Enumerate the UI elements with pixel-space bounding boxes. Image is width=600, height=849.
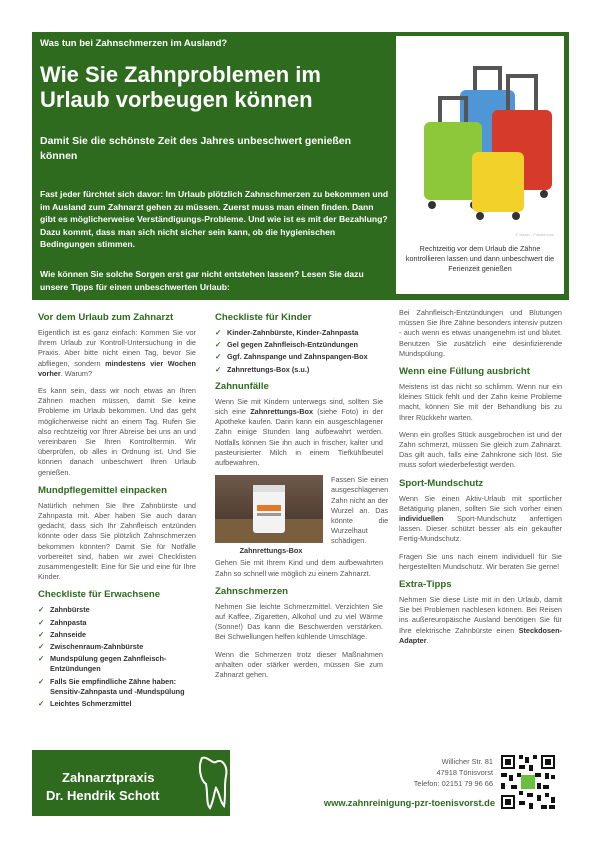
qr-code-icon[interactable] [499,753,557,811]
paragraph-zahn-arzt: Gehen Sie mit Ihrem Kind und dem aufbewahrten Zahn so schnell wie möglich zu einem Zahnarzt. [215,558,383,578]
column-2 [215,308,389,687]
paragraph-zahnfleisch: Bei Zahnfleisch-Entzündungen und Blutungen müssen Sie Ihre Zähne besonders intensiv putzen - auch wenn es etwas unangenehm ist und blutet. Benutzen Sie zusätzlich eine desinfizierende Mundspülung. [399,308,562,358]
page-title: Wie Sie Zahnproblemen im Urlaub vorbeugen können [40,62,321,112]
subtitle: Damit Sie die schönste Zeit des Jahres unbeschwert genießen können [40,135,352,162]
checklist-item: ✓ Falls Sie empfindliche Zähne haben: Sensitiv-Zahnpasta und -Mundspülung [38,676,185,696]
address-city: 47918 Tönisvorst [436,768,493,777]
paragraph-fuellung-2: Wenn ein großes Stück ausgebrochen ist und der Zahn schmerzt, müssen Sie gleich zum Zahnarzt. Das gilt auch, falls eine Zahnkrone sich löst. Sie muss sofort wiederbefestigt werden. [399,429,562,470]
checklist-item: ✓ Zwischenraum-Zahnbürste [38,642,144,652]
heading-zahnschmerzen: Zahnschmerzen [215,585,289,597]
heading-zahnunfaelle: Zahnunfälle [215,380,269,392]
paragraph-sport-2: Fragen Sie uns nach einem individuell für Sie hergestellten Mundschutz. Wir beraten Sie gerne! [399,551,562,571]
heading-extra-tipps: Extra-Tipps [399,579,452,591]
check-icon: ✓ [38,676,45,686]
paragraph-vor-1: Eigentlich ist es ganz einfach: Kommen Sie vor Ihrem Urlaub zur Kontroll-Untersuchung in die Praxis. Aber bitte nicht einen Tag, bevor Sie abfliegen, sondern mindestens vier Wochen vorher. Warum? [38,328,196,378]
checklist-item: ✓ Zahnrettungs-Box (s.u.) [215,364,310,374]
checklist-item: ✓ Zahnseide [38,629,87,639]
checklist-item: ✓ Kinder-Zahnbürste, Kinder-Zahnpasta [215,328,359,337]
intro-text: Fast jeder fürchtet sich davor: Im Urlaub plötzlich Zahnschmerzen zu bekommen und im Ausland zum Zahnarzt gehen zu müssen. Zuerst muss man einen finden. Dann gibt es möglicherweise Verständigungs-Probleme. Und wie ist es mit der Bezahlung? Dazu kommt, dass man sich nicht sicher sein kann, ob die hygienischen Bedingungen stimmen. [40,189,389,249]
checklist-kinder [215,328,383,375]
checklist-erwachsene [38,605,196,709]
check-icon: ✓ [38,629,45,639]
check-icon: ✓ [215,352,222,362]
zahnrettungsbox-caption: Zahnrettungs-Box [239,546,303,556]
check-icon: ✓ [38,642,45,652]
box-illustration [215,475,323,543]
checklist-item: ✓ Ggf. Zahnspange und Zahnspangen-Box [215,352,368,362]
paragraph-sport-1: Wenn Sie einen Aktiv-Urlaub mit sportlicher Betätigung planen, sollten Sie sich vorher einen individuellen Sport-Mundschutz anfertigen lassen. Dieser schützt besser als ein gekaufter Fertig-Mundschutz. [399,493,562,544]
check-icon: ✓ [38,617,45,627]
check-icon: ✓ [215,340,222,350]
checklist-item: ✓ Gel gegen Zahnfleisch-Entzündungen [215,340,358,350]
paragraph-mundpflege: Natürlich nehmen Sie Ihre Zahnbürste und Zahnpasta mit. Aber haben Sie auch daran gedacht, dass sich Ihr Zahnfleisch entzünden könnte oder dass Sie plötzlich Zahnschmerzen bekommen könnten? Damit Sie für Notfälle vorbereitet sind, haben wir zwei Checklisten zusammengestellt: Eine für Sie und eine für Ihre Kinder. [38,500,196,582]
heading-mundpflege: Mundpflegemittel einpacken [38,484,168,496]
paragraph-zahnunfaelle: Wenn Sie mit Kindern unterwegs sind, sollten Sie sich eine Zahnrettungs-Box (siehe Foto) in der Apotheke kaufen. Darin kann ein ausgeschlagener Zahn einige Stunden lang aufbewahrt werden. Notfalls können Sie ihn auch in frischer, kalter und pasteurisierter Milch in einem Tiefkühlbeutel aufbewahren. [215,396,383,468]
kicker: Was tun bei Zahnschmerzen im Ausland? [40,38,228,49]
website-link[interactable]: www.zahnreinigung-pzr-toenisvorst.de [323,798,495,808]
paragraph-zahnschmerzen-1: Nehmen Sie leichte Schmerzmittel. Verzichten Sie auf Kaffee, Zigaretten, Alkohol und zu viel Wärme (Sonne!) Das kann die Beschwerden verstärken. Bei Schwellungen helfen kühlende Umschläge. [215,601,383,642]
logo-line-2: Dr. Hendrik Schott [46,788,160,803]
suitcases-image [400,40,560,230]
column-3 [399,308,562,653]
photo-credit: © dizain - Fotolia.com [515,232,554,237]
checklist-item: ✓ Leichtes Schmerzmittel [38,699,132,709]
check-icon: ✓ [215,328,222,337]
check-icon: ✓ [38,699,45,709]
paragraph-vor-2: Es kann sein, dass wir noch etwas an Ihren Zähnen machen müssen, damit Sie keine Probleme im Urlaub bekommen. Und das geht möglicherweise nicht an einem Tag. Rufen Sie also rechtzeitig vor Ihrer Abreise bei uns an und vereinbaren Sie Ihren Kontrolltermin. Wir überprüfen, ob alles in Ordnung ist. Und Sie können danach unbeschwert Ihren Urlaub genießen. [38,386,196,477]
column-1 [38,308,196,715]
zahnrettungsbox-figure [215,475,327,556]
zahnrettungsbox-image [215,475,323,543]
logo-line-1: Zahnarztpraxis [62,770,155,785]
checklist-item: ✓ Mundspülung gegen Zahnfleisch-Entzündungen [38,654,167,674]
paragraph-extra: Nehmen Sie diese Liste mit in den Urlaub, damit Sie bei Problemen nachlesen können. Bei Reisen ins außereuropäische Ausland benötigen Sie für Ihre elektrische Zahnbürste einen Steckdosen-Adapter. [399,595,562,645]
intro-question: Wie können Sie solche Sorgen erst gar nicht entstehen lassen? Lesen Sie dazu unsere Tipps für einen unbeschwerten Urlaub: [40,269,364,292]
address-block [414,756,493,789]
heading-vor-dem-urlaub: Vor dem Urlaub zum Zahnarzt [38,312,174,323]
address-phone: Telefon: 02151 79 96 66 [413,779,493,788]
check-icon: ✓ [38,605,45,615]
check-icon: ✓ [215,364,222,374]
practice-logo [32,750,230,816]
paragraph-zahn-wurzel: Fassen Sie einen ausgeschlagenen Zahn nicht an der Wurzel an. Das könnte die Wurzelhaut schädigen. [331,475,389,546]
heading-fuellung: Wenn eine Füllung ausbricht [399,366,530,378]
photo-caption: Rechtzeitig vor dem Urlaub die Zähne kontrollieren lassen und dann unbeschwert die Ferienzeit genießen [405,244,555,273]
checklist-item: ✓ Zahnpasta [38,617,87,627]
tooth-icon [196,754,230,810]
paragraph-fuellung-1: Meistens ist das nicht so schlimm. Wenn nur ein kleines Stück fehlt und der Zahn keine Probleme macht, können Sie mit der Behandlung bis zu Ihrer Rückkehr warten. [399,382,562,422]
zahnrettungsbox-row [215,475,389,556]
checklist-item: ✓ Zahnbürste [38,605,90,615]
paragraph-zahnschmerzen-2: Wenn die Schmerzen trotz dieser Maßnahmen anhalten oder stärker werden, müssen Sie zum Zahnarzt gehen. [215,649,383,680]
heading-sport-mundschutz: Sport-Mundschutz [399,477,484,489]
heading-checkliste-kinder: Checkliste für Kinder [215,312,312,323]
check-icon: ✓ [38,654,45,664]
address-street: Willicher Str. 81 [441,757,493,766]
footer [32,750,569,816]
header-banner [32,32,569,300]
suitcase-photo-box [396,36,564,294]
heading-checkliste-erwachsene: Checkliste für Erwachsene [38,589,161,601]
